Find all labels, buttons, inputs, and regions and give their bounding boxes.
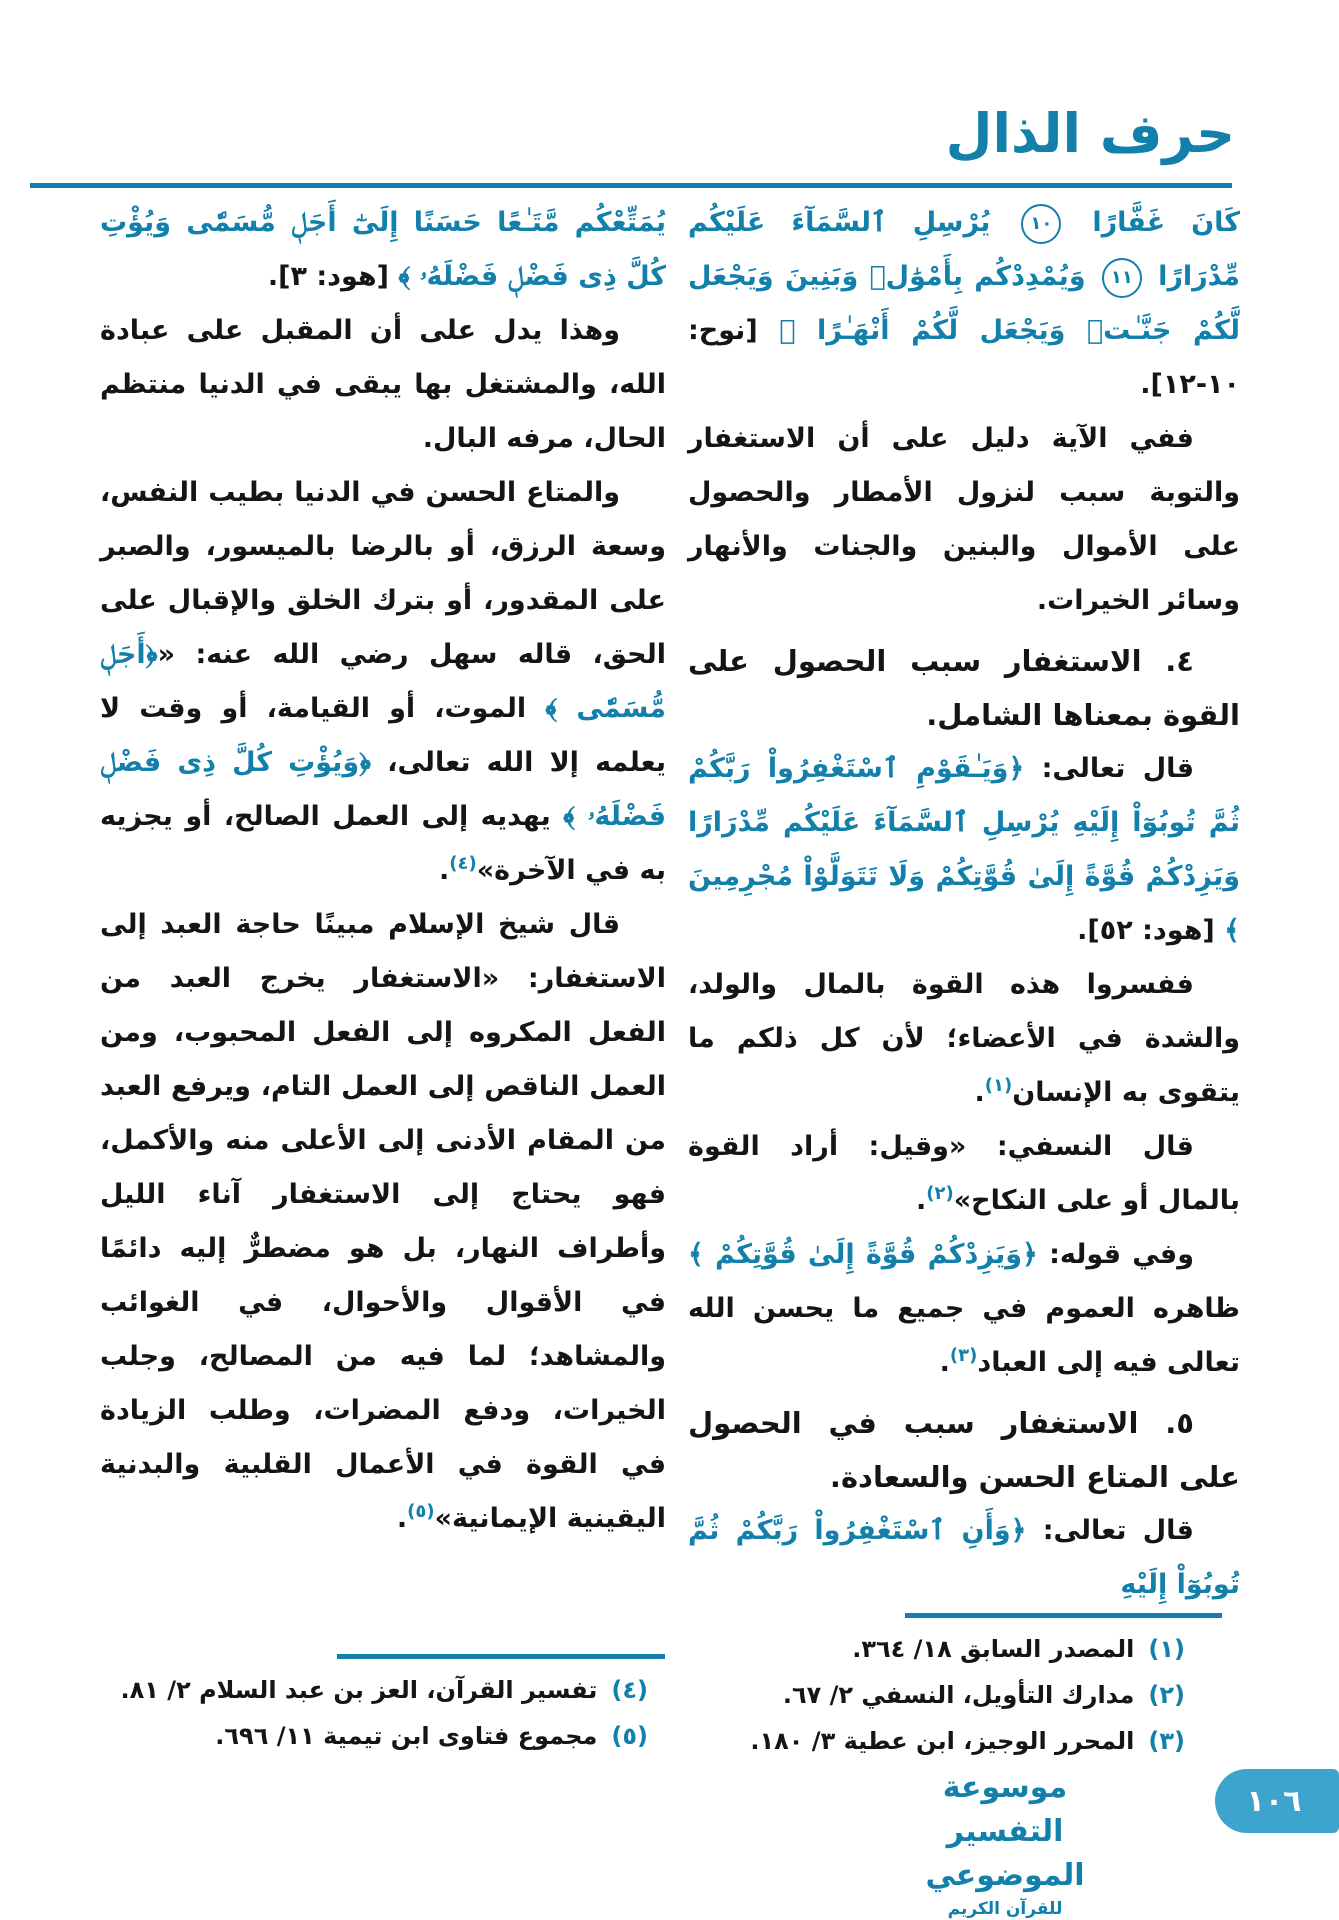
paragraph [100,304,666,466]
body-text: . [916,1185,927,1216]
footnote-number: (٥) [611,1722,648,1750]
footnote-ref: (٤) [449,853,477,874]
body-text: ففسروا هذه القوة بالمال والولد، والشدة في الأعضاء؛ لأن كل ذلكم ما يتقوى به الإنسان [688,969,1240,1108]
body-text: والمتاع الحسن في الدنيا بطيب النفس، وسعة الرزق، أو بالرضا بالميسور، والصبر على المقدور، أو بترك الخلق والإقبال على الحق، قاله سهل رضي الله عنه: « [100,477,666,670]
body-text: قال شيخ الإسلام مبينًا حاجة العبد إلى الاستغفار: «الاستغفار يخرج العبد من الفعل المكروه إلى الفعل المحبوب، ومن العمل الناقص إلى العمل التام، ويرفع العبد من المقام الأدنى إلى الأعلى منه والأكمل، فهو يحتاج إلى الاستغفار آناء الليل وأطراف النهار، بل هو مضطرٌّ إليه دائمًا في الأقوال والأحوال، في الغوائب والمشاهد؛ لما فيه من المصالح، وجلب الخيرات، ودفع المضرات، وطلب الزيادة في القوة في الأعمال القلبية والبدنية اليقينية الإيمانية» [100,909,666,1534]
ayah-number: ١٠ [1021,204,1061,244]
quran-text: ﴿وَيُؤْتِ كُلَّ ذِى فَضْلٖ فَضْلَهُۥ ﴾ [100,747,666,832]
quran-text: ﴿وَيَـٰقَوْمِ ٱسْتَغْفِرُواْ رَبَّكُمْ ثُمَّ تُوبُوٓاْ إِلَيْهِ يُرْسِلِ ٱلسَّمَآءَ عَلَيْكُم مِّدْرَارًا وَيَزِدْكُمْ قُوَّةً إِلَىٰ قُوَّتِكُمْ وَلَا تَتَوَلَّوْاْ مُجْرِمِينَ ﴾ [688,753,1240,946]
footnote-text: المحرر الوجيز، ابن عطية ٣/ ١٨٠. [750,1727,1135,1755]
text-column-right [688,196,1240,1612]
footnote-text: المصدر السابق ١٨/ ٣٦٤. [852,1635,1135,1663]
footnote-text: مدارك التأويل، النسفي ٢/ ٦٧. [782,1681,1135,1709]
quran-text: ﴿وَيَزِدْكُمْ قُوَّةً إِلَىٰ قُوَّتِكُمْ ﴾ [688,1239,1038,1270]
body-text: [نوح: ١٠-١٢]. [688,315,1240,400]
body-text: ٤. الاستغفار سبب الحصول على القوة بمعناها الشامل. [688,644,1240,732]
footnote-number: (٢) [1148,1681,1185,1709]
page-number: ١٠٦ [1246,1783,1302,1819]
body-text: ظاهره العموم في جميع ما يحسن الله تعالى فيه إلى العباد [688,1293,1240,1378]
ayah-number: ١١ [1102,258,1142,298]
section-heading [688,1396,1240,1504]
footnote [120,1667,648,1713]
paragraph [100,466,666,898]
body-text: وهذا يدل على أن المقبل على عبادة الله، والمشتغل بها يبقى في الدنيا منتظم الحال، مرفه البال. [100,315,666,454]
body-text: . [939,1347,950,1378]
body-text: . [974,1077,985,1108]
page-number-badge [1215,1769,1339,1833]
footnote-separator-right [905,1613,1222,1618]
quran-text: يُمَتِّعْكُم مَّتَـٰعًا حَسَنًا إِلَىٰٓ أَجَلٖ مُّسَمّٗى وَيُؤْتِ كُلَّ ذِى فَضْلٖ فَضْلَهُۥ ﴾ [100,207,666,292]
body-text: قال النسفي: «وقيل: أراد القوة بالمال أو على النكاح» [688,1131,1240,1216]
paragraph [688,196,1240,412]
paragraph [688,1228,1240,1390]
body-text: ففي الآية دليل على أن الاستغفار والتوبة سبب لنزول الأمطار والحصول على الأموال والبنين والجنات والأنهار وسائر الخيرات. [688,423,1240,616]
footnote [120,1713,648,1759]
footnote [705,1672,1185,1718]
footnote-number: (١) [1148,1635,1185,1663]
footnote-text: تفسير القرآن، العز بن عبد السلام ٢/ ٨١. [120,1676,598,1704]
footnotes-left [120,1667,648,1759]
footnote-text: مجموع فتاوى ابن تيمية ١١/ ٦٩٦. [215,1722,598,1750]
header-rule [30,183,1232,188]
quran-text: ﴿وَأَنِ ٱسْتَغْفِرُواْ رَبَّكُمْ ثُمَّ تُوبُوٓاْ إِلَيْهِ [688,1515,1240,1600]
body-text: [هود: ٥٢]. [1077,915,1225,946]
paragraph [688,958,1240,1120]
body-text: وفي قوله: [1037,1239,1194,1270]
footnotes-right [705,1626,1185,1764]
body-text: . [438,855,450,886]
footnote-number: (٤) [611,1676,648,1704]
footnote [705,1718,1185,1764]
body-text: الموت، أو القيامة، أو وقت لا يعلمه إلا الله تعالى، [100,693,666,778]
paragraph [100,898,666,1546]
body-text: يهديه إلى العمل الصالح، أو يجزيه به في الآخرة» [100,801,666,886]
body-text: قال تعالى: [1026,1515,1194,1546]
publisher-logo-line1: موسوعة التفسير الموضوعي [925,1770,1085,1893]
quran-text: كَانَ غَفَّارًا [1066,207,1241,238]
quran-text: وَيُمْدِدْكُم بِأَمْوَٰلٖ وَبَنِينَ وَيَجْعَل لَّكُمْ جَنَّـٰتٖ وَيَجْعَل لَّكُمْ أَنْهَـٰرًا ﴾ [688,261,1241,346]
body-text: [هود: ٣]. [267,261,399,292]
footnote-ref: (٢) [926,1183,954,1204]
footnote-ref: (٥) [407,1501,435,1522]
publisher-logo [880,1766,1130,1920]
quran-text: يُرْسِلِ ٱلسَّمَآءَ عَلَيْكُم مِّدْرَارًا [688,207,1240,292]
paragraph [688,742,1240,958]
chapter-title: حرف الذال [945,102,1235,165]
quran-text: ﴿أَجَلٖ مُّسَمّٗى ﴾ [100,639,666,724]
paragraph [688,1120,1240,1228]
publisher-logo-line2: للقرآن الكريم [947,1899,1063,1919]
footnote-number: (٣) [1148,1727,1185,1755]
paragraph [688,1504,1240,1612]
footnote [705,1626,1185,1672]
paragraph [100,196,666,304]
text-column-left [100,196,666,1546]
body-text: . [396,1503,408,1534]
footnote-ref: (١) [984,1075,1013,1096]
footnote-ref: (٣) [949,1345,978,1366]
paragraph [688,412,1240,628]
footnote-separator-left [337,1654,665,1659]
body-text: ٥. الاستغفار سبب في الحصول على المتاع الحسن والسعادة. [688,1406,1240,1494]
section-heading [688,634,1240,742]
body-text: قال تعالى: [1024,753,1194,784]
